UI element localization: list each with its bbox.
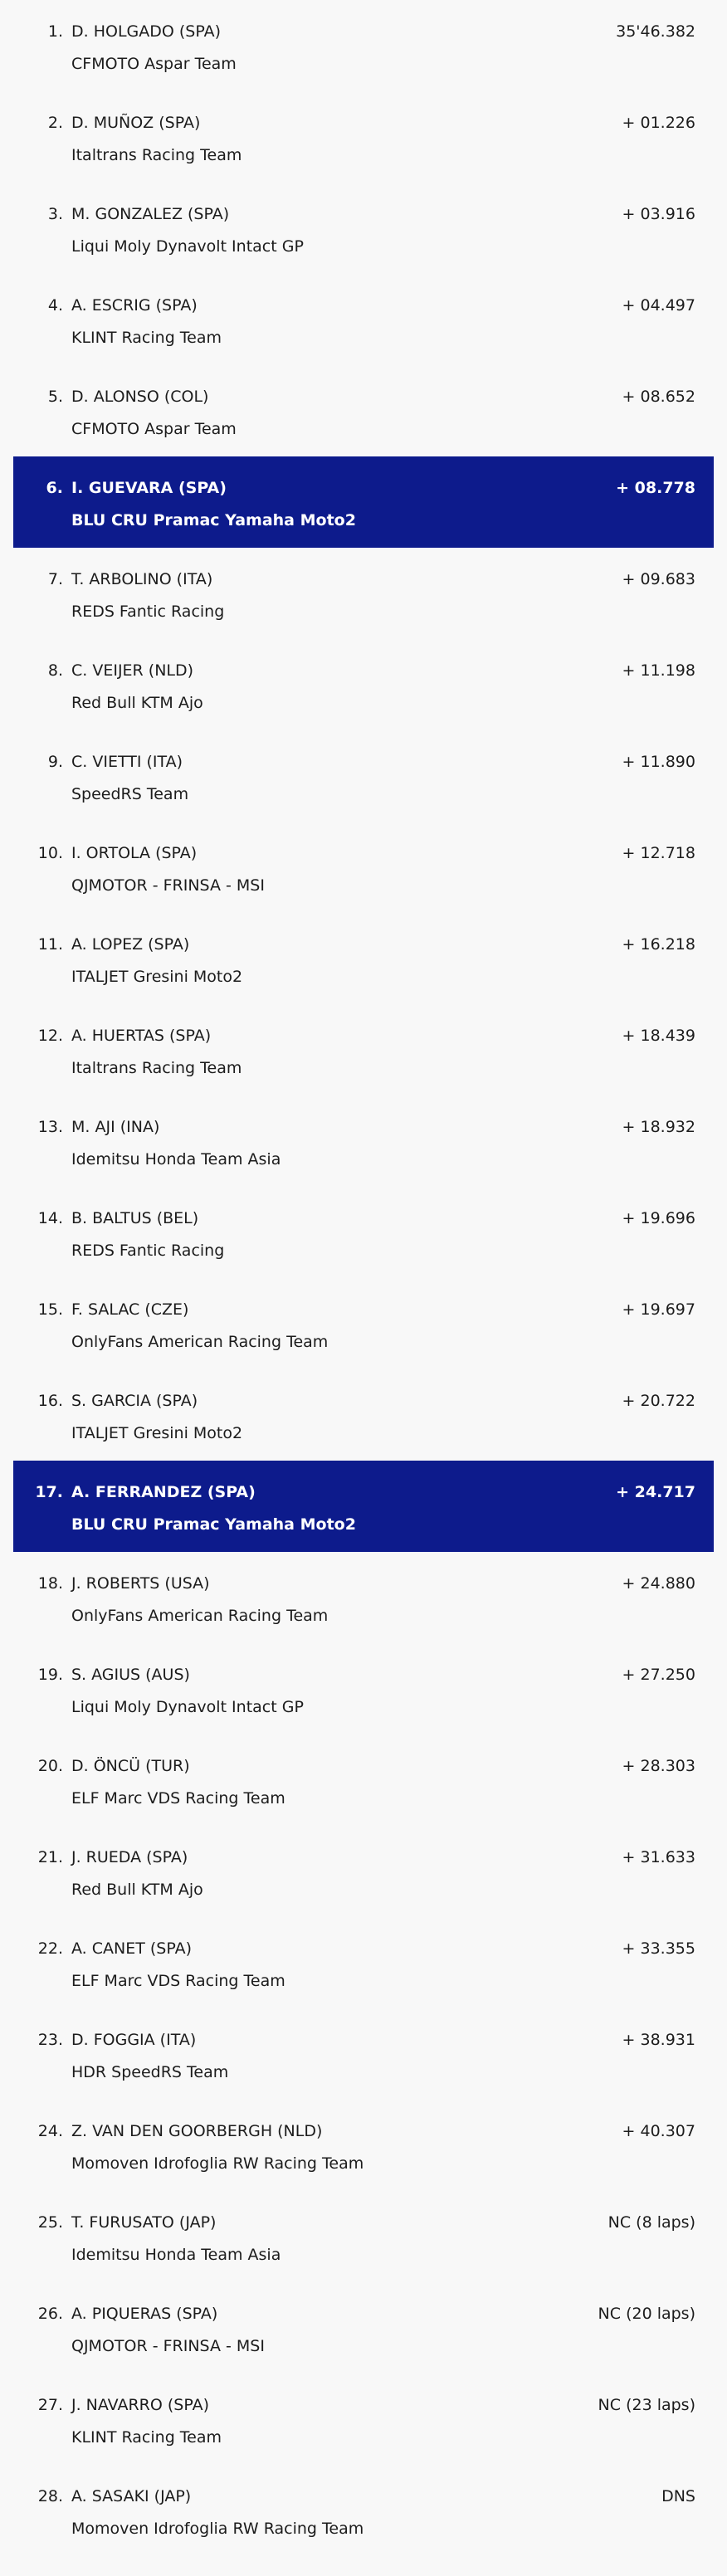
rider-name[interactable]: J. RUEDA (SPA)	[71, 1848, 188, 1866]
rider-name[interactable]: A. FERRANDEZ (SPA)	[71, 1483, 256, 1501]
result-row[interactable]	[13, 730, 714, 822]
position-number: 26.	[37, 2305, 63, 2323]
result-row[interactable]	[13, 91, 714, 183]
position-number: 19.	[37, 1666, 63, 1684]
time-gap: + 01.226	[622, 114, 695, 132]
result-row-highlighted[interactable]	[13, 456, 714, 548]
position-number: 25.	[37, 2213, 63, 2232]
team-name: KLINT Racing Team	[71, 329, 222, 347]
position-number: 8.	[47, 661, 63, 680]
time-gap: + 16.218	[622, 935, 695, 954]
result-row[interactable]	[13, 2191, 714, 2282]
position-number: 14.	[37, 1209, 63, 1227]
result-row[interactable]	[13, 2282, 714, 2374]
team-name: REDS Fantic Racing	[71, 603, 225, 621]
time-gap: + 09.683	[622, 570, 695, 588]
team-name: OnlyFans American Racing Team	[71, 1607, 329, 1625]
time-gap: + 27.250	[622, 1666, 695, 1684]
result-row[interactable]	[13, 1826, 714, 1917]
time-gap: + 04.497	[622, 296, 695, 315]
position-number: 28.	[37, 2487, 63, 2505]
position-number: 4.	[47, 296, 63, 315]
position-number: 18.	[37, 1574, 63, 1593]
rider-name[interactable]: T. ARBOLINO (ITA)	[71, 570, 213, 588]
position-number: 5.	[47, 388, 63, 406]
position-number: 23.	[37, 2031, 63, 2049]
result-row[interactable]	[13, 1278, 714, 1369]
result-row[interactable]	[13, 822, 714, 913]
time-gap: + 24.717	[616, 1483, 695, 1501]
rider-name[interactable]: A. LOPEZ (SPA)	[71, 935, 190, 954]
position-number: 20.	[37, 1757, 63, 1775]
rider-name[interactable]: C. VIETTI (ITA)	[71, 753, 183, 771]
time-gap: + 38.931	[622, 2031, 695, 2049]
time-gap: NC (8 laps)	[607, 2213, 695, 2232]
team-name: BLU CRU Pramac Yamaha Moto2	[71, 1515, 356, 1534]
position-number: 27.	[37, 2396, 63, 2414]
result-row[interactable]	[13, 1734, 714, 1826]
team-name: QJMOTOR - FRINSA - MSI	[71, 876, 265, 895]
result-row-highlighted[interactable]	[13, 1461, 714, 1552]
result-row[interactable]	[13, 1187, 714, 1278]
result-row[interactable]	[13, 1552, 714, 1643]
time-gap: + 33.355	[622, 1939, 695, 1958]
team-name: Italtrans Racing Team	[71, 1059, 242, 1077]
position-number: 16.	[37, 1392, 63, 1410]
team-name: ITALJET Gresini Moto2	[71, 968, 243, 986]
time-gap: + 20.722	[622, 1392, 695, 1410]
position-number: 6.	[46, 479, 63, 497]
time-gap: + 03.916	[622, 205, 695, 223]
result-row[interactable]	[13, 1095, 714, 1187]
result-row[interactable]	[13, 1369, 714, 1461]
result-row[interactable]	[13, 2100, 714, 2191]
time-gap: + 24.880	[622, 1574, 695, 1593]
team-name: KLINT Racing Team	[71, 2428, 222, 2447]
rider-name[interactable]: D. FOGGIA (ITA)	[71, 2031, 197, 2049]
time-gap: NC (20 laps)	[598, 2305, 695, 2323]
rider-name[interactable]: D. ÖNCÜ (TUR)	[71, 1757, 190, 1775]
team-name: Italtrans Racing Team	[71, 146, 242, 164]
time-gap: DNS	[661, 2487, 695, 2505]
result-row[interactable]	[13, 2465, 714, 2556]
team-name: REDS Fantic Racing	[71, 1242, 225, 1260]
rider-name[interactable]: T. FURUSATO (JAP)	[71, 2213, 217, 2232]
result-row[interactable]	[13, 183, 714, 274]
time-gap: + 08.778	[616, 479, 695, 497]
rider-name[interactable]: J. NAVARRO (SPA)	[71, 2396, 209, 2414]
rider-name[interactable]: D. HOLGADO (SPA)	[71, 22, 222, 41]
result-row[interactable]	[13, 1643, 714, 1734]
rider-name[interactable]: Z. VAN DEN GOORBERGH (NLD)	[71, 2122, 323, 2140]
rider-name[interactable]: A. ESCRIG (SPA)	[71, 296, 198, 315]
position-number: 12.	[37, 1027, 63, 1045]
rider-name[interactable]: M. GONZALEZ (SPA)	[71, 205, 230, 223]
team-name: CFMOTO Aspar Team	[71, 420, 237, 438]
team-name: HDR SpeedRS Team	[71, 2063, 229, 2081]
time-gap: 35'46.382	[616, 22, 695, 41]
time-gap: + 40.307	[622, 2122, 695, 2140]
position-number: 7.	[47, 570, 63, 588]
position-number: 1.	[47, 22, 63, 41]
team-name: Idemitsu Honda Team Asia	[71, 2246, 281, 2264]
rider-name[interactable]: F. SALAC (CZE)	[71, 1300, 189, 1319]
rider-name[interactable]: M. AJI (INA)	[71, 1118, 160, 1136]
rider-name[interactable]: A. PIQUERAS (SPA)	[71, 2305, 218, 2323]
position-number: 24.	[37, 2122, 63, 2140]
rider-name[interactable]: I. ORTOLA (SPA)	[71, 844, 198, 862]
result-row[interactable]	[13, 274, 714, 365]
team-name: QJMOTOR - FRINSA - MSI	[71, 2337, 265, 2355]
time-gap: NC (23 laps)	[598, 2396, 695, 2414]
time-gap: + 31.633	[622, 1848, 695, 1866]
result-row[interactable]	[13, 2008, 714, 2100]
rider-name[interactable]: S. GARCIA (SPA)	[71, 1392, 198, 1410]
team-name: Momoven Idrofoglia RW Racing Team	[71, 2154, 364, 2173]
result-row[interactable]	[13, 1917, 714, 2008]
result-row[interactable]	[13, 913, 714, 1004]
team-name: Red Bull KTM Ajo	[71, 1881, 203, 1899]
result-row[interactable]	[13, 365, 714, 456]
position-number: 2.	[47, 114, 63, 132]
rider-name[interactable]: D. ALONSO (COL)	[71, 388, 209, 406]
rider-name[interactable]: A. HUERTAS (SPA)	[71, 1027, 212, 1045]
result-row[interactable]	[13, 639, 714, 730]
position-number: 3.	[47, 205, 63, 223]
position-number: 9.	[47, 753, 63, 771]
rider-name[interactable]: A. CANET (SPA)	[71, 1939, 192, 1958]
rider-name[interactable]: S. AGIUS (AUS)	[71, 1666, 190, 1684]
position-number: 17.	[35, 1483, 63, 1501]
position-number: 10.	[37, 844, 63, 862]
team-name: Red Bull KTM Ajo	[71, 694, 203, 712]
time-gap: + 08.652	[622, 388, 695, 406]
time-gap: + 19.696	[622, 1209, 695, 1227]
rider-name[interactable]: A. SASAKI (JAP)	[71, 2487, 192, 2505]
time-gap: + 18.439	[622, 1027, 695, 1045]
rider-name[interactable]: B. BALTUS (BEL)	[71, 1209, 199, 1227]
time-gap: + 18.932	[622, 1118, 695, 1136]
result-row[interactable]	[13, 2374, 714, 2465]
team-name: ELF Marc VDS Racing Team	[71, 1789, 285, 1808]
rider-name[interactable]: D. MUÑOZ (SPA)	[71, 114, 201, 132]
time-gap: + 28.303	[622, 1757, 695, 1775]
time-gap: + 11.198	[622, 661, 695, 680]
team-name: Liqui Moly Dynavolt Intact GP	[71, 237, 304, 256]
rider-name[interactable]: C. VEIJER (NLD)	[71, 661, 194, 680]
result-row[interactable]	[13, 0, 714, 91]
time-gap: + 11.890	[622, 753, 695, 771]
result-row[interactable]	[13, 548, 714, 639]
team-name: OnlyFans American Racing Team	[71, 1333, 329, 1351]
team-name: Momoven Idrofoglia RW Racing Team	[71, 2520, 364, 2538]
result-row[interactable]	[13, 1004, 714, 1095]
position-number: 13.	[37, 1118, 63, 1136]
position-number: 22.	[37, 1939, 63, 1958]
rider-name[interactable]: I. GUEVARA (SPA)	[71, 479, 227, 497]
time-gap: + 12.718	[622, 844, 695, 862]
position-number: 15.	[37, 1300, 63, 1319]
team-name: SpeedRS Team	[71, 785, 189, 803]
team-name: BLU CRU Pramac Yamaha Moto2	[71, 511, 356, 529]
position-number: 21.	[37, 1848, 63, 1866]
team-name: ITALJET Gresini Moto2	[71, 1424, 243, 1442]
team-name: Liqui Moly Dynavolt Intact GP	[71, 1698, 304, 1716]
time-gap: + 19.697	[622, 1300, 695, 1319]
team-name: Idemitsu Honda Team Asia	[71, 1150, 281, 1168]
position-number: 11.	[37, 935, 63, 954]
team-name: ELF Marc VDS Racing Team	[71, 1972, 285, 1990]
rider-name[interactable]: J. ROBERTS (USA)	[71, 1574, 210, 1593]
team-name: CFMOTO Aspar Team	[71, 55, 237, 73]
